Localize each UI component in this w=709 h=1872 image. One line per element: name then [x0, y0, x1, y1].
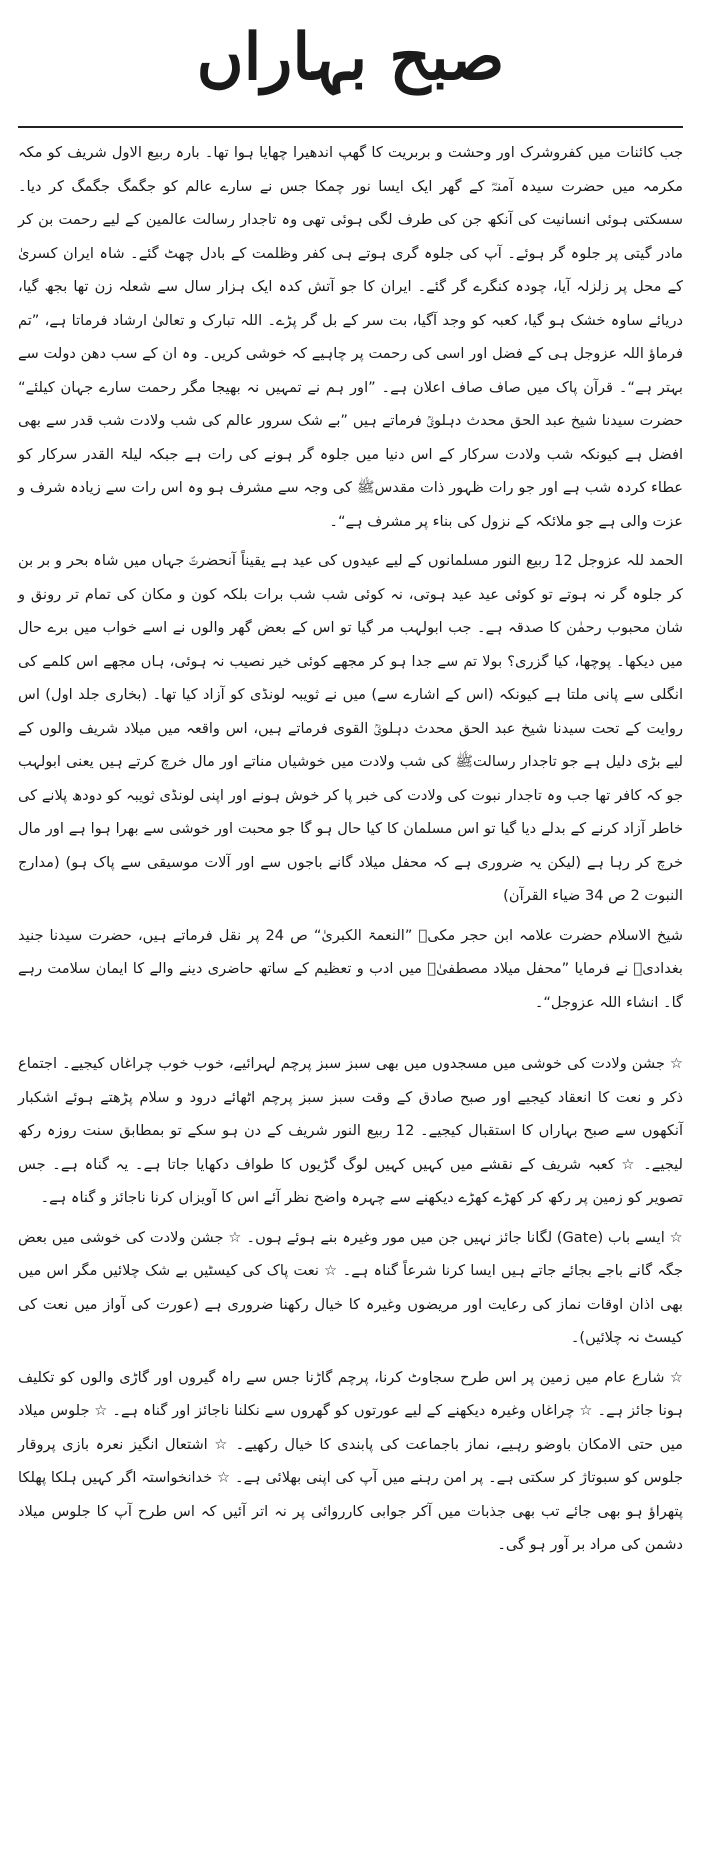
paragraph-6: ☆ شارع عام میں زمین پر اس طرح سجاوٹ کرنا، پرچم گاڑنا جس سے راہ گیروں اور گاڑی والوں کو تکلیف ہونا جائز ہے۔ ☆ چراغاں وغیرہ دیکھنے کے لیے عورتوں کو گھروں سے نکلنا ناجائز اور گناہ ہے۔ ☆ جلوس میلاد میں حتی الامکان باوضو رہیے، نماز باجماعت کی پابندی کا خیال رکھیے۔ ☆ اشتعال انگیز نعرہ بازی پروقار جلوس کو سبوتاژ کر سکتی ہے۔ پر امن رہنے میں آپ کی اپنی بھلائی ہے۔ ☆ خدانخواستہ اگر کہیں ہلکا پھلکا پتھراؤ ہو بھی جائے تب بھی جذبات میں آکر جوابی کارروائی پر نہ اتر آئیں کہ اس طرح آپ کا جلوس میلاد دشمن کی مراد بر آور ہو گی۔ — [18, 1368, 683, 1553]
title-divider — [18, 126, 683, 128]
paragraph-gap — [18, 1025, 683, 1047]
paragraph-2: الحمد للہ عزوجل 12 ربیع النور مسلمانوں کے لیے عیدوں کی عید ہے یقیناً آنحضرتؐ جہاں میں شاہ بحر و بر بن کر جلوہ گر نہ ہوتے تو کوئی عید عید ہوتی، نہ کوئی شب شب برات بلکہ کون و مکان کی تمام تر رونق و شان محبوب رحمٰن کا صدقہ ہے۔ جب ابولہب مر گیا تو اس کے بعض گھر والوں نے اسے خواب میں برے حال میں دیکھا۔ پوچھا، کیا گزری؟ بولا تم سے جدا ہو کر مجھے کوئی خیر نصیب نہ ہوئی، ہاں مجھے اس کلمے کی انگلی سے پانی ملتا ہے کیونکہ (اس کے اشارے سے) میں نے ثویبہ لونڈی کو آزاد کیا تھا۔ (بخاری جلد اول) اس روایت کے تحت سیدنا شیخ عبد الحق محدث دہلویؒ القوی فرماتے ہیں، اس واقعہ میں میلاد شریف والوں کے لیے بڑی دلیل ہے جو تاجدار رسالتﷺ کی شب ولادت میں خوشیاں مناتے اور مال خرچ کرتے ہیں یعنی ابولہب جو کہ کافر تھا جب وہ تاجدار نبوت کی ولادت کی خبر پا کر خوش ہونے اور اپنی لونڈی ثویبہ کو دودھ پلانے کی خاطر آزاد کرنے کے بدلے دیا گیا تو اس مسلمان کا کیا حال ہو گا جو محبت اور خوشی سے بھرا ہوا ہے اور مال خرچ کر رہا ہے (لیکن یہ ضروری ہے کہ محفل میلاد گانے باجوں سے اور آلات موسیقی سے پاک ہو) (مدارج النبوت 2 ص 34 ضیاء القرآن) — [18, 552, 683, 904]
article-body — [18, 136, 683, 1562]
paragraph-5: ☆ ایسے باب (Gate) لگانا جائز نہیں جن میں مور وغیرہ بنے ہوئے ہوں۔ ☆ جشن ولادت کی خوشی میں بعض جگہ گانے باجے بجائے جاتے ہیں ایسا کرنا شرعاً گناہ ہے۔ ☆ نعت پاک کی کیسٹیں بے شک چلائیں مگر اس میں بھی اذان اوقات نماز کی رعایت اور مریضوں وغیرہ کا خیال رکھنا ضروری ہے (عورت کی آواز میں نعت کی کیسٹ نہ چلائیں)۔ — [18, 1228, 683, 1346]
paragraph-1: جب کائنات میں کفروشرک اور وحشت و بربریت کا گھپ اندھیرا چھایا ہوا تھا۔ بارہ ربیع الاول شریف کو مکہ مکرمہ میں حضرت سیدہ آمنہؓ کے گھر ایک ایسا نور چمکا جس نے سارے عالم کو جگمگ جگمگ کر دیا۔ سسکتی ہوئی انسانیت کی آنکھ جن کی طرف لگی ہوئی تھی وہ تاجدار رسالت عالمین کے لیے رحمت بن کر مادر گیتی پر جلوہ گر ہوئے۔ آپ کی جلوہ گری ہوتے ہی کفر وظلمت کے بادل چھٹ گئے۔ شاہ ایران کسریٰ کے محل پر زلزلہ آیا، چودہ کنگرے گر گئے۔ ایران کا جو آتش کدہ ایک ہزار سال سے شعلہ زن تھا بجھ گیا، دریائے ساوہ خشک ہو گیا، کعبہ کو وجد آگیا، بت سر کے بل گر پڑے۔ اللہ تبارک و تعالیٰ ارشاد فرماتا ہے، ”تم فرماؤ اللہ عزوجل ہی کے فضل اور اسی کی رحمت پر چاہیے کہ خوشی کریں۔ وہ ان کے سب دھن دولت سے بہتر ہے“۔ قرآن پاک میں صاف صاف اعلان ہے۔ ”اور ہم نے تمہیں نہ بھیجا مگر رحمت سارے جہان کیلئے“ حضرت سیدنا شیخ عبد الحق محدث دہلویؒ فرماتے ہیں ”بے شک سرور عالم کی شب ولادت شب قدر سے بھی افضل ہے کیونکہ شب ولادت سرکار کے اس دنیا میں جلوہ گر ہونے کی رات ہے جبکہ لیلۃ القدر سرکار کو عطاء کردہ شب ہے اور جو رات ظہور ذات مقدسﷺ کی وجہ سے مشرف ہو وہ اس رات سے زیادہ شرف و عزت والی ہے جو ملائکہ کے نزول کی بناء پر مشرف ہے“۔ — [18, 144, 683, 530]
paragraph-4: ☆ جشن ولادت کی خوشی میں مسجدوں میں بھی سبز سبز پرچم لہرائیے، خوب خوب چراغاں کیجیے۔ اجتماع ذکر و نعت کا انعقاد کیجیے اور صبح صادق کے وقت سبز سبز پرچم اٹھائے درود و سلام پڑھتے ہوئے اشکبار آنکھوں سے صبح بہاراں کا استقبال کیجیے۔ 12 ربیع النور شریف کے دن ہو سکے تو بمطابق سنت روزہ رکھ لیجیے۔ ☆ کعبہ شریف کے نقشے میں کہیں کہیں لوگ گڑیوں کا طواف دکھایا جاتا ہے۔ یہ گناہ ہے۔ جس تصویر کو زمین پر رکھ کر کھڑے کھڑے دیکھنے سے چہرہ واضح نظر آئے اس کا آویزاں کرنا ناجائز و گناہ ہے۔ — [18, 1055, 684, 1206]
article-title: صبح بہاراں — [196, 20, 505, 95]
paragraph-3: شیخ الاسلام حضرت علامہ ابن حجر مکیؒ ”النعمۃ الکبریٰ“ ص 24 پر نقل فرماتے ہیں، حضرت سیدنا جنید بغدادیؒ نے فرمایا ”محفل میلاد مصطفیٰؐ میں ادب و تعظیم کے ساتھ حاضری دینے والے کا ایمان سلامت رہے گا۔ انشاء اللہ عزوجل“۔ — [18, 926, 683, 1011]
